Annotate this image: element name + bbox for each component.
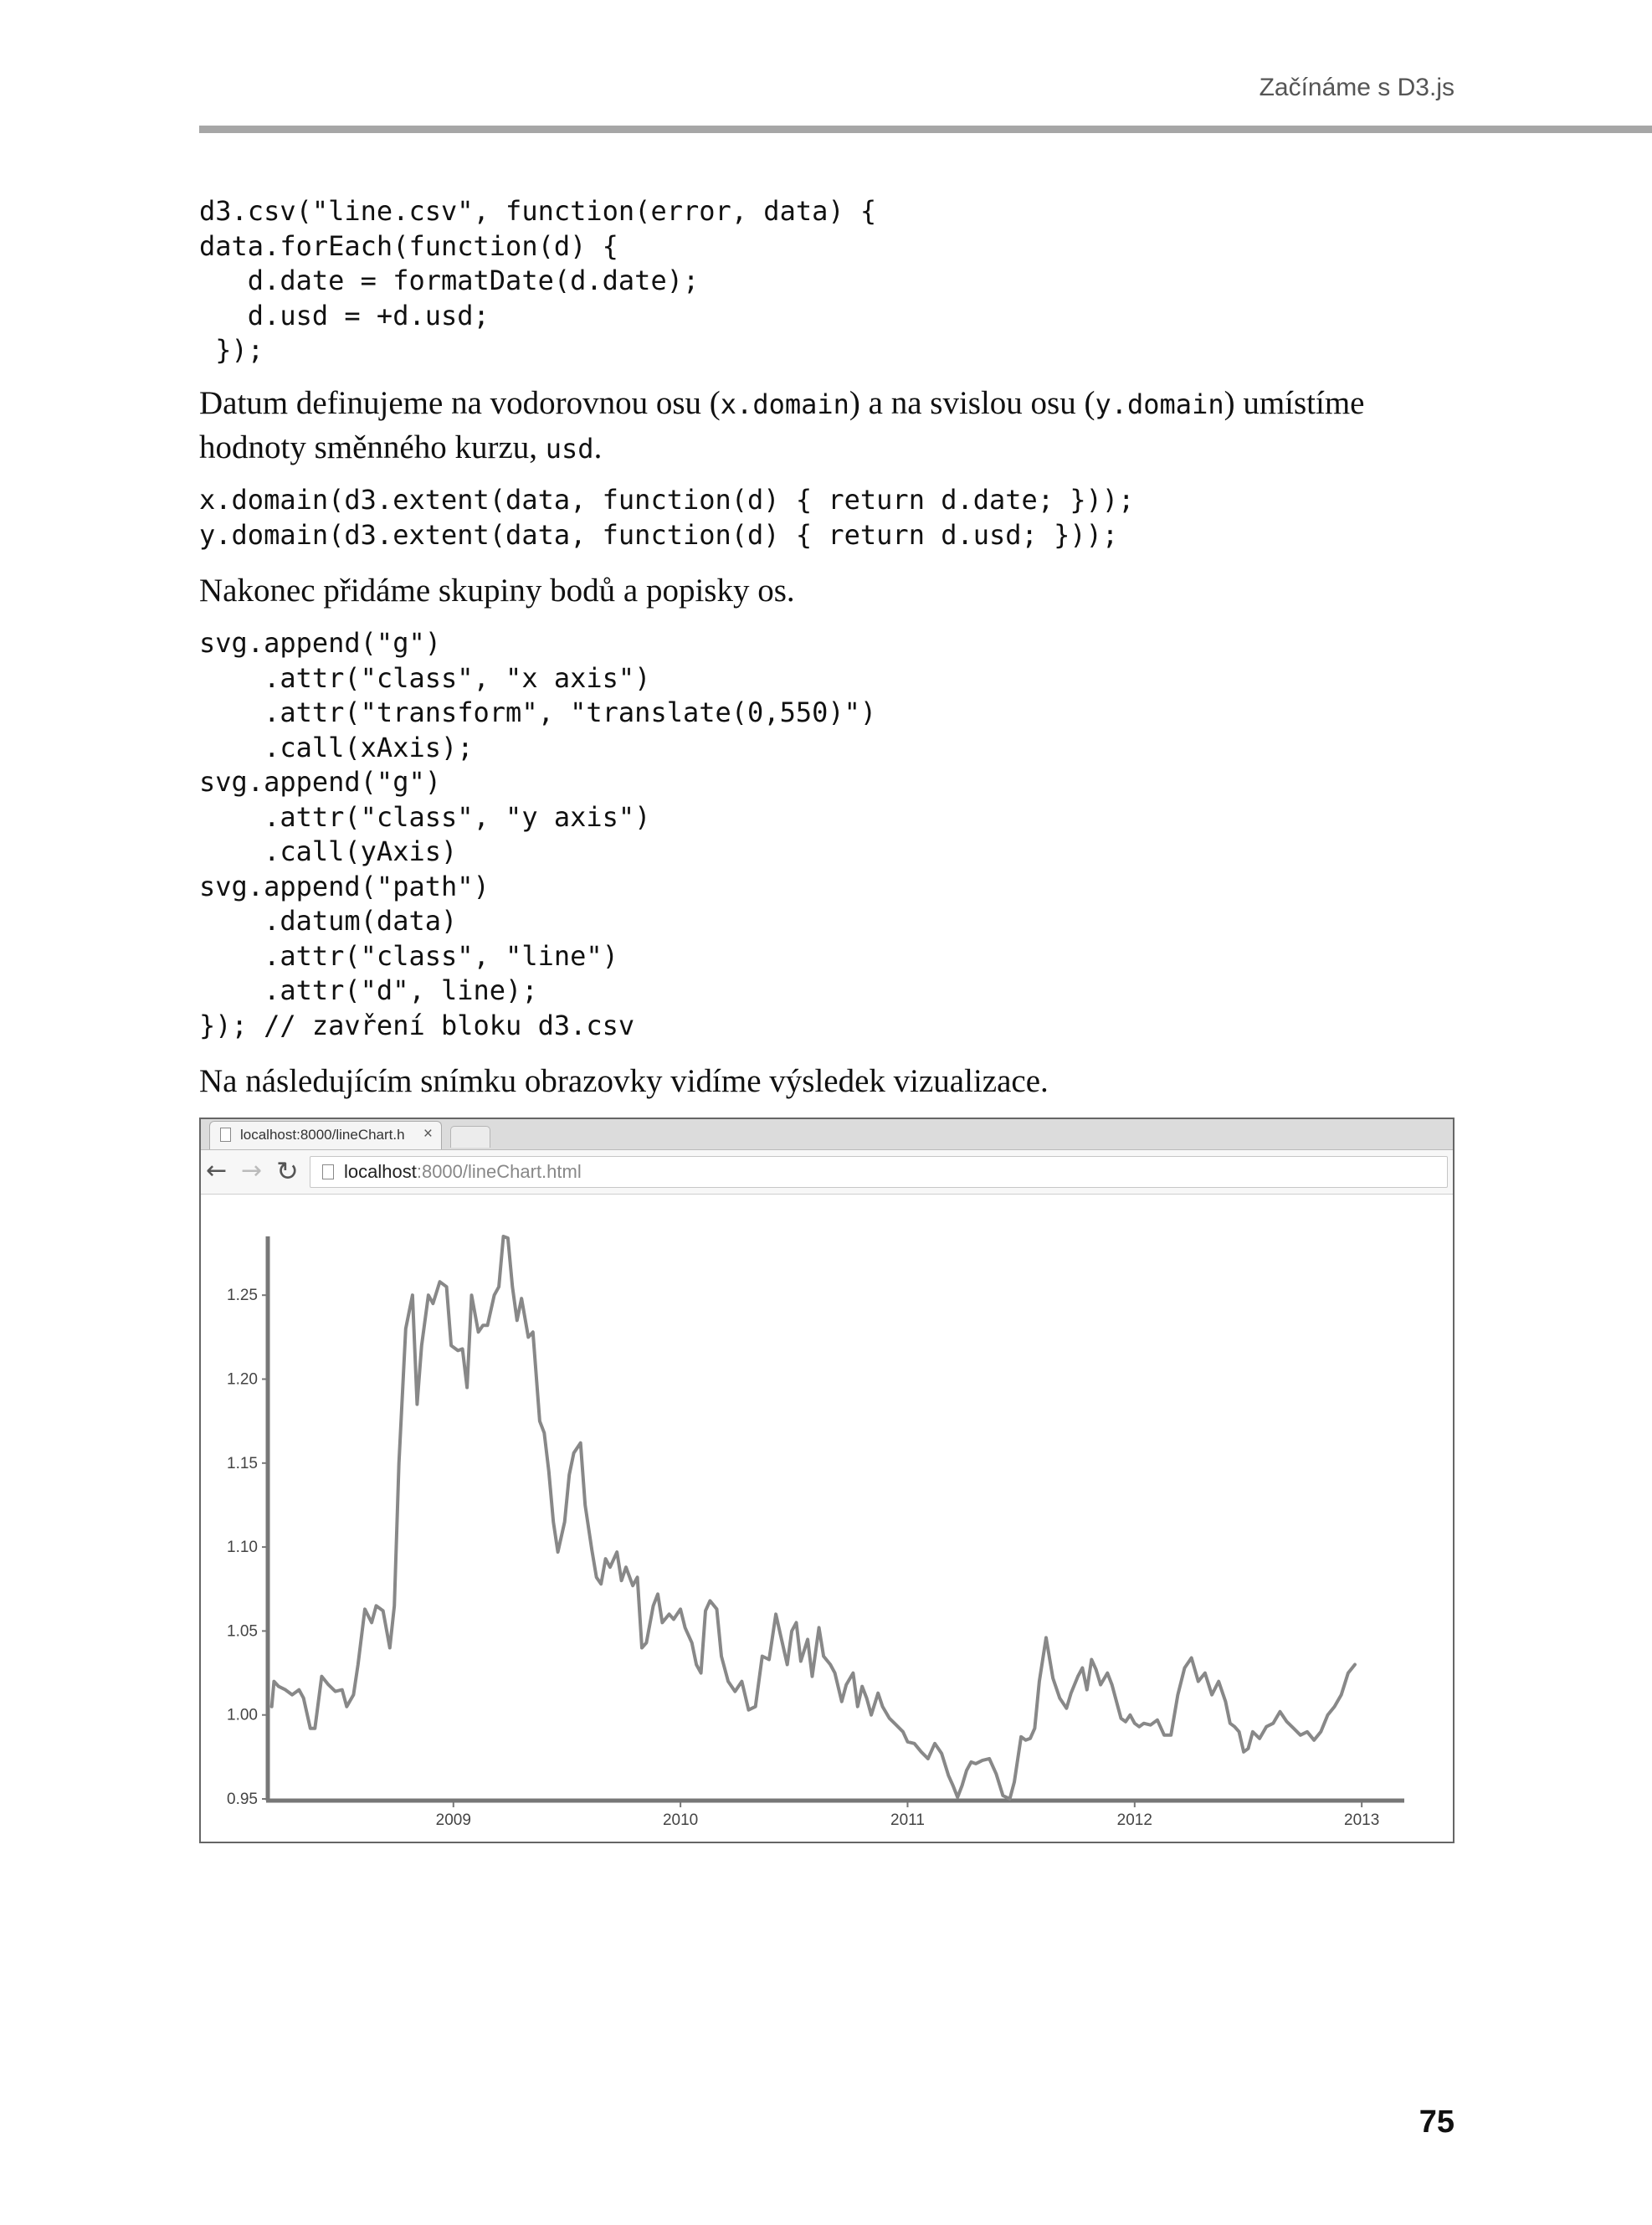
text-span: ) a na svislou osu ( [849, 385, 1095, 421]
x-tick-label: 2009 [435, 1811, 471, 1829]
x-tick-label: 2012 [1116, 1811, 1152, 1829]
back-arrow-icon[interactable]: ← [206, 1156, 228, 1185]
code-block-svg-append: svg.append("g") .attr("class", "x axis") .attr("transform", "translate(0,550)") .call(xAxis); svg.append("g") .attr("class", "y axis") .call(yAxis) svg.append("path") .datum(data) .attr("class", "line") .attr("d", line); }); // zavření bloku d3.csv [199, 627, 877, 1041]
url-text [344, 1157, 582, 1187]
paragraph-domain [199, 382, 1454, 470]
new-tab-button[interactable] [450, 1126, 490, 1148]
url-path: :8000/lineChart.html [416, 1161, 582, 1182]
y-tick-label: 0.95 [227, 1791, 258, 1808]
running-head: Začínáme s D3.js [1259, 74, 1454, 101]
y-tick-label: 1.20 [227, 1370, 258, 1389]
inline-code-x-domain: x.domain [720, 388, 849, 420]
y-tick-label: 1.05 [227, 1622, 258, 1641]
text-span: . [593, 429, 603, 465]
y-tick-label: 1.15 [227, 1454, 258, 1472]
line-chart [201, 1195, 1453, 1841]
url-host: localhost [344, 1161, 417, 1182]
browser-tab[interactable] [209, 1121, 442, 1149]
code-block-domains: x.domain(d3.extent(data, function(d) { return d.date; })); y.domain(d3.extent(data, function(d) { return d.usd; })); [199, 484, 1135, 551]
y-tick-label: 1.25 [227, 1287, 258, 1305]
inline-code-y-domain: y.domain [1095, 388, 1224, 420]
x-tick-label: 2013 [1344, 1811, 1380, 1829]
page-number: 75 [1419, 2104, 1454, 2140]
paragraph-screenshot: Na následujícím snímku obrazovky vidíme výsledek vizualizace. [199, 1063, 1049, 1099]
code-block-d3-csv: d3.csv("line.csv", function(error, data) { data.forEach(function(d) { d.date = formatDate(d.date); d.usd = +d.usd; }); [199, 195, 877, 366]
paragraph-axes: Nakonec přidáme skupiny bodů a popisky os. [199, 573, 795, 609]
series-line [272, 1236, 1355, 1799]
close-icon[interactable]: × [423, 1125, 433, 1143]
x-tick-label: 2011 [890, 1811, 925, 1829]
browser-toolbar [201, 1150, 1453, 1195]
header-rule [199, 126, 1652, 133]
page-icon [322, 1164, 334, 1179]
reload-icon[interactable]: ↻ [276, 1155, 299, 1187]
page-icon [220, 1128, 231, 1142]
tab-strip [201, 1119, 1453, 1150]
forward-arrow-icon[interactable]: → [241, 1156, 263, 1185]
text-span: ) umístíme hodnoty směnného kurzu, [199, 385, 1365, 465]
y-tick-label: 1.10 [227, 1539, 258, 1557]
address-bar[interactable] [310, 1156, 1448, 1188]
tab-title: localhost:8000/lineChart.h [240, 1127, 405, 1143]
text-span: Datum definujeme na vodorovnou osu ( [199, 385, 721, 421]
y-tick-label: 1.00 [227, 1706, 258, 1724]
browser-screenshot [199, 1118, 1454, 1843]
inline-code-usd: usd [545, 433, 594, 465]
x-tick-label: 2010 [662, 1811, 699, 1829]
